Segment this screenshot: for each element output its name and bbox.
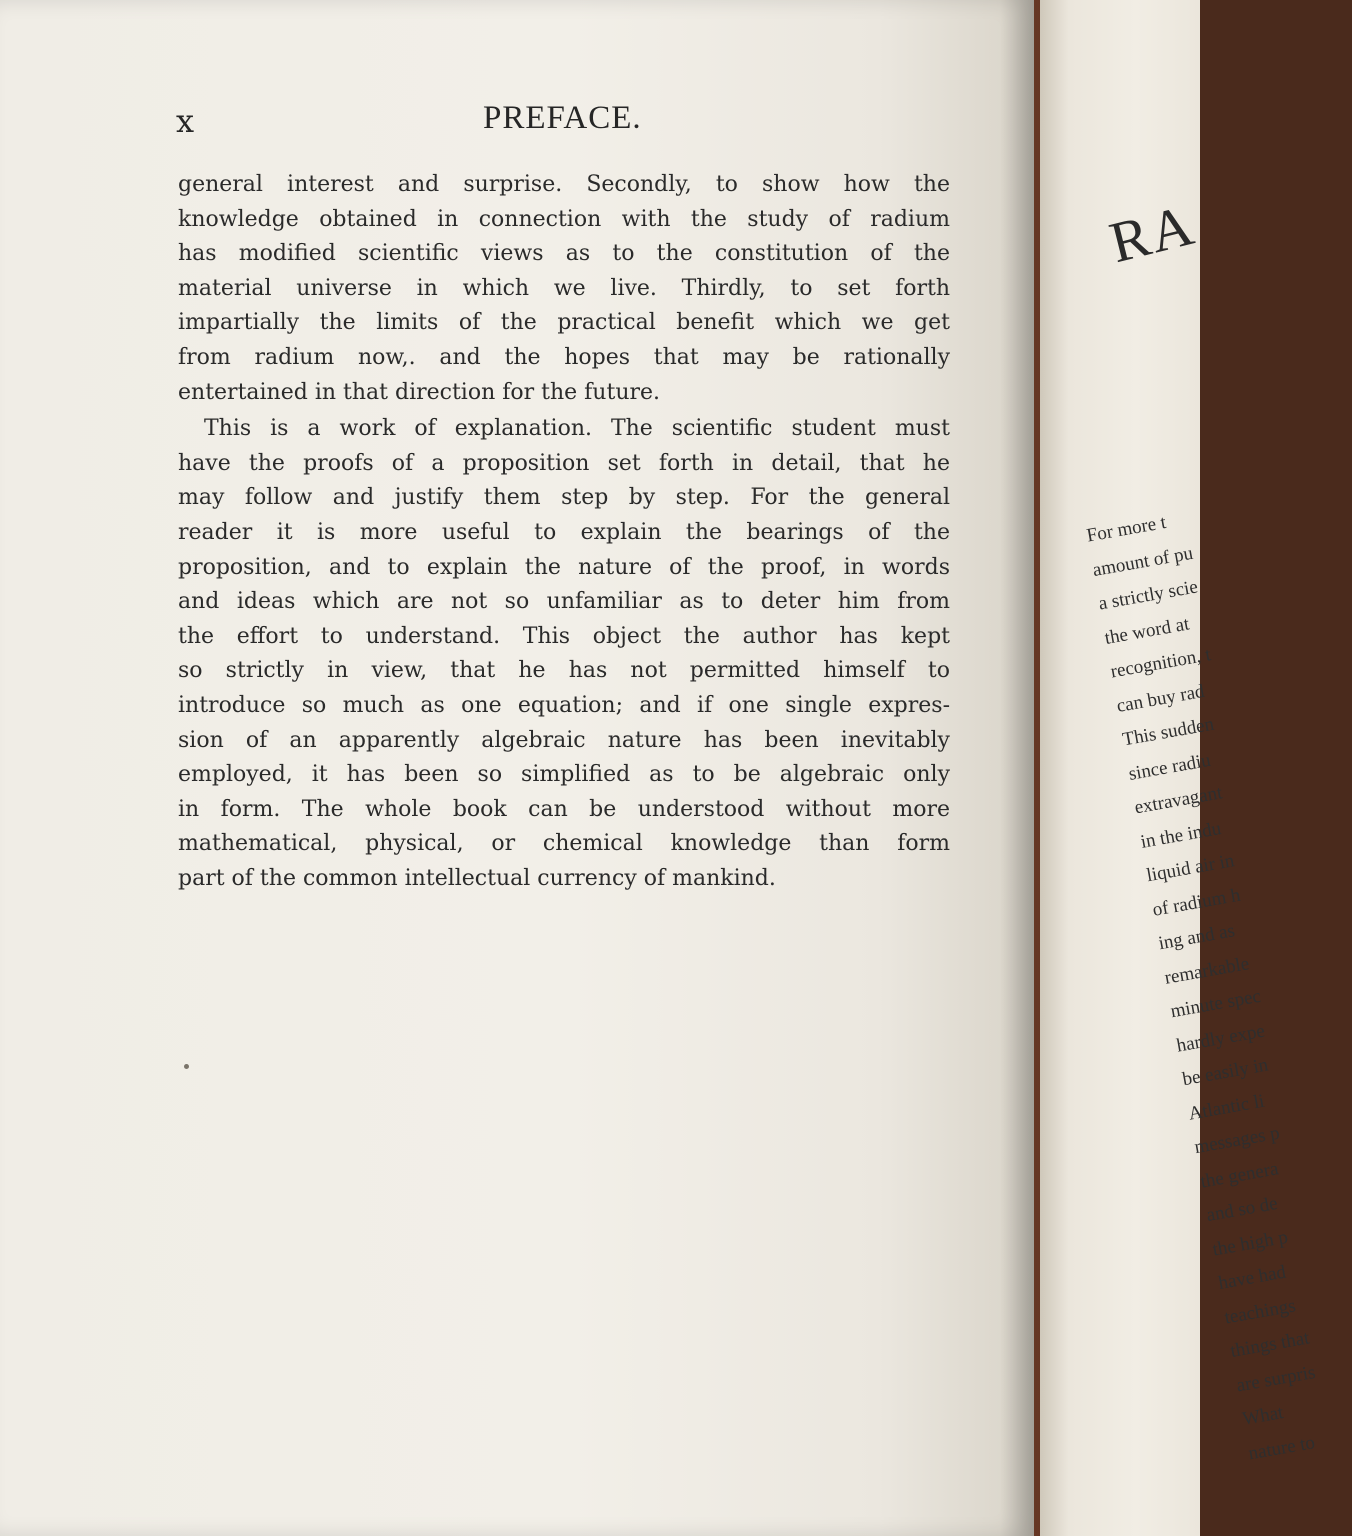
paragraph-1 bbox=[178, 168, 950, 410]
facing-line: of radium h bbox=[1150, 884, 1242, 921]
facing-line: amount of pu bbox=[1091, 542, 1195, 581]
text-line: sion of an apparently algebraic nature has been inevitably bbox=[178, 727, 950, 753]
facing-line: nature to bbox=[1246, 1431, 1317, 1464]
text-line: impartially the limits of the practical benefit which we get bbox=[178, 310, 950, 336]
facing-line: be easily in bbox=[1180, 1054, 1270, 1091]
facing-page bbox=[1040, 0, 1317, 1536]
facing-line: the high p bbox=[1210, 1226, 1290, 1261]
text-line: reader it is more useful to explain the bearings of the bbox=[178, 519, 950, 545]
text-line: may follow and justify them step by step. For the general bbox=[178, 485, 950, 511]
running-head: PREFACE. bbox=[483, 100, 642, 136]
facing-line: have had bbox=[1216, 1261, 1288, 1295]
text-line: general interest and surprise. Secondly, to show how the bbox=[178, 172, 950, 197]
facing-line: For more t bbox=[1085, 511, 1168, 547]
facing-line: minute spec bbox=[1168, 985, 1263, 1023]
text-line: has modified scientific views as to the constitution of the bbox=[178, 241, 950, 267]
text-line: so strictly in view, that he has not permitted himself to bbox=[178, 658, 950, 684]
body-text bbox=[178, 168, 950, 896]
text-line: the effort to understand. This object the author has kept bbox=[178, 623, 950, 649]
gutter-shadow bbox=[1000, 0, 1040, 1536]
text-line: employed, it has been so simplified as to be algebraic only bbox=[178, 762, 950, 788]
facing-line: in the indu bbox=[1138, 817, 1223, 853]
text-line: introduce so much as one equation; and if one single expres- bbox=[178, 692, 950, 718]
facing-line: Atlantic li bbox=[1186, 1090, 1266, 1125]
facing-line: since radiu bbox=[1126, 749, 1213, 785]
page-number: x bbox=[176, 102, 195, 140]
facing-line: messages p bbox=[1192, 1122, 1282, 1159]
facing-line: What bbox=[1240, 1402, 1285, 1430]
text-line: entertained in that direction for the future. bbox=[178, 379, 661, 405]
text-line: have the proofs of a proposition set forth in detail, that he bbox=[178, 450, 950, 476]
facing-line: the word at bbox=[1103, 612, 1191, 649]
text-line: proposition, and to explain the nature of the proof, in words bbox=[178, 554, 950, 580]
text-line: and ideas which are not so unfamiliar as to deter him from bbox=[178, 589, 950, 615]
text-line: from radium now,. and the hopes that may be rationally bbox=[178, 344, 950, 370]
paragraph-2 bbox=[178, 412, 950, 896]
text-line: in form. The whole book can be understood without more bbox=[178, 796, 950, 822]
facing-line: ing and as bbox=[1156, 920, 1237, 955]
text-line: This is a work of explanation. The scientific student must bbox=[204, 416, 950, 442]
facing-line: hardly expe bbox=[1174, 1020, 1267, 1057]
facing-line: are surpris bbox=[1234, 1361, 1317, 1396]
facing-line: liquid air in bbox=[1144, 850, 1236, 887]
facing-line: teachings bbox=[1222, 1294, 1298, 1329]
text-line: material universe in which we live. Thirdly, to set forth bbox=[178, 275, 950, 301]
paper-speck bbox=[184, 1064, 189, 1069]
facing-line: can buy rad bbox=[1114, 680, 1206, 717]
facing-line: remarkable bbox=[1162, 952, 1251, 989]
text-line: knowledge obtained in connection with the study of radium bbox=[178, 206, 950, 232]
facing-line: the genera bbox=[1198, 1157, 1280, 1193]
facing-line: recognition, t bbox=[1109, 644, 1213, 683]
facing-line: a strictly scie bbox=[1097, 576, 1200, 615]
facing-line: things that bbox=[1228, 1327, 1311, 1363]
text-line: part of the common intellectual currency of mankind. bbox=[178, 865, 776, 891]
facing-page-title: RA bbox=[1103, 191, 1202, 276]
facing-line: This sudden bbox=[1120, 713, 1216, 751]
text-line: mathematical, physical, or chemical knowledge than form bbox=[178, 831, 950, 857]
facing-line: extravagant bbox=[1132, 782, 1224, 819]
facing-page-text bbox=[1084, 502, 1352, 1471]
facing-line: and so de bbox=[1204, 1192, 1280, 1227]
